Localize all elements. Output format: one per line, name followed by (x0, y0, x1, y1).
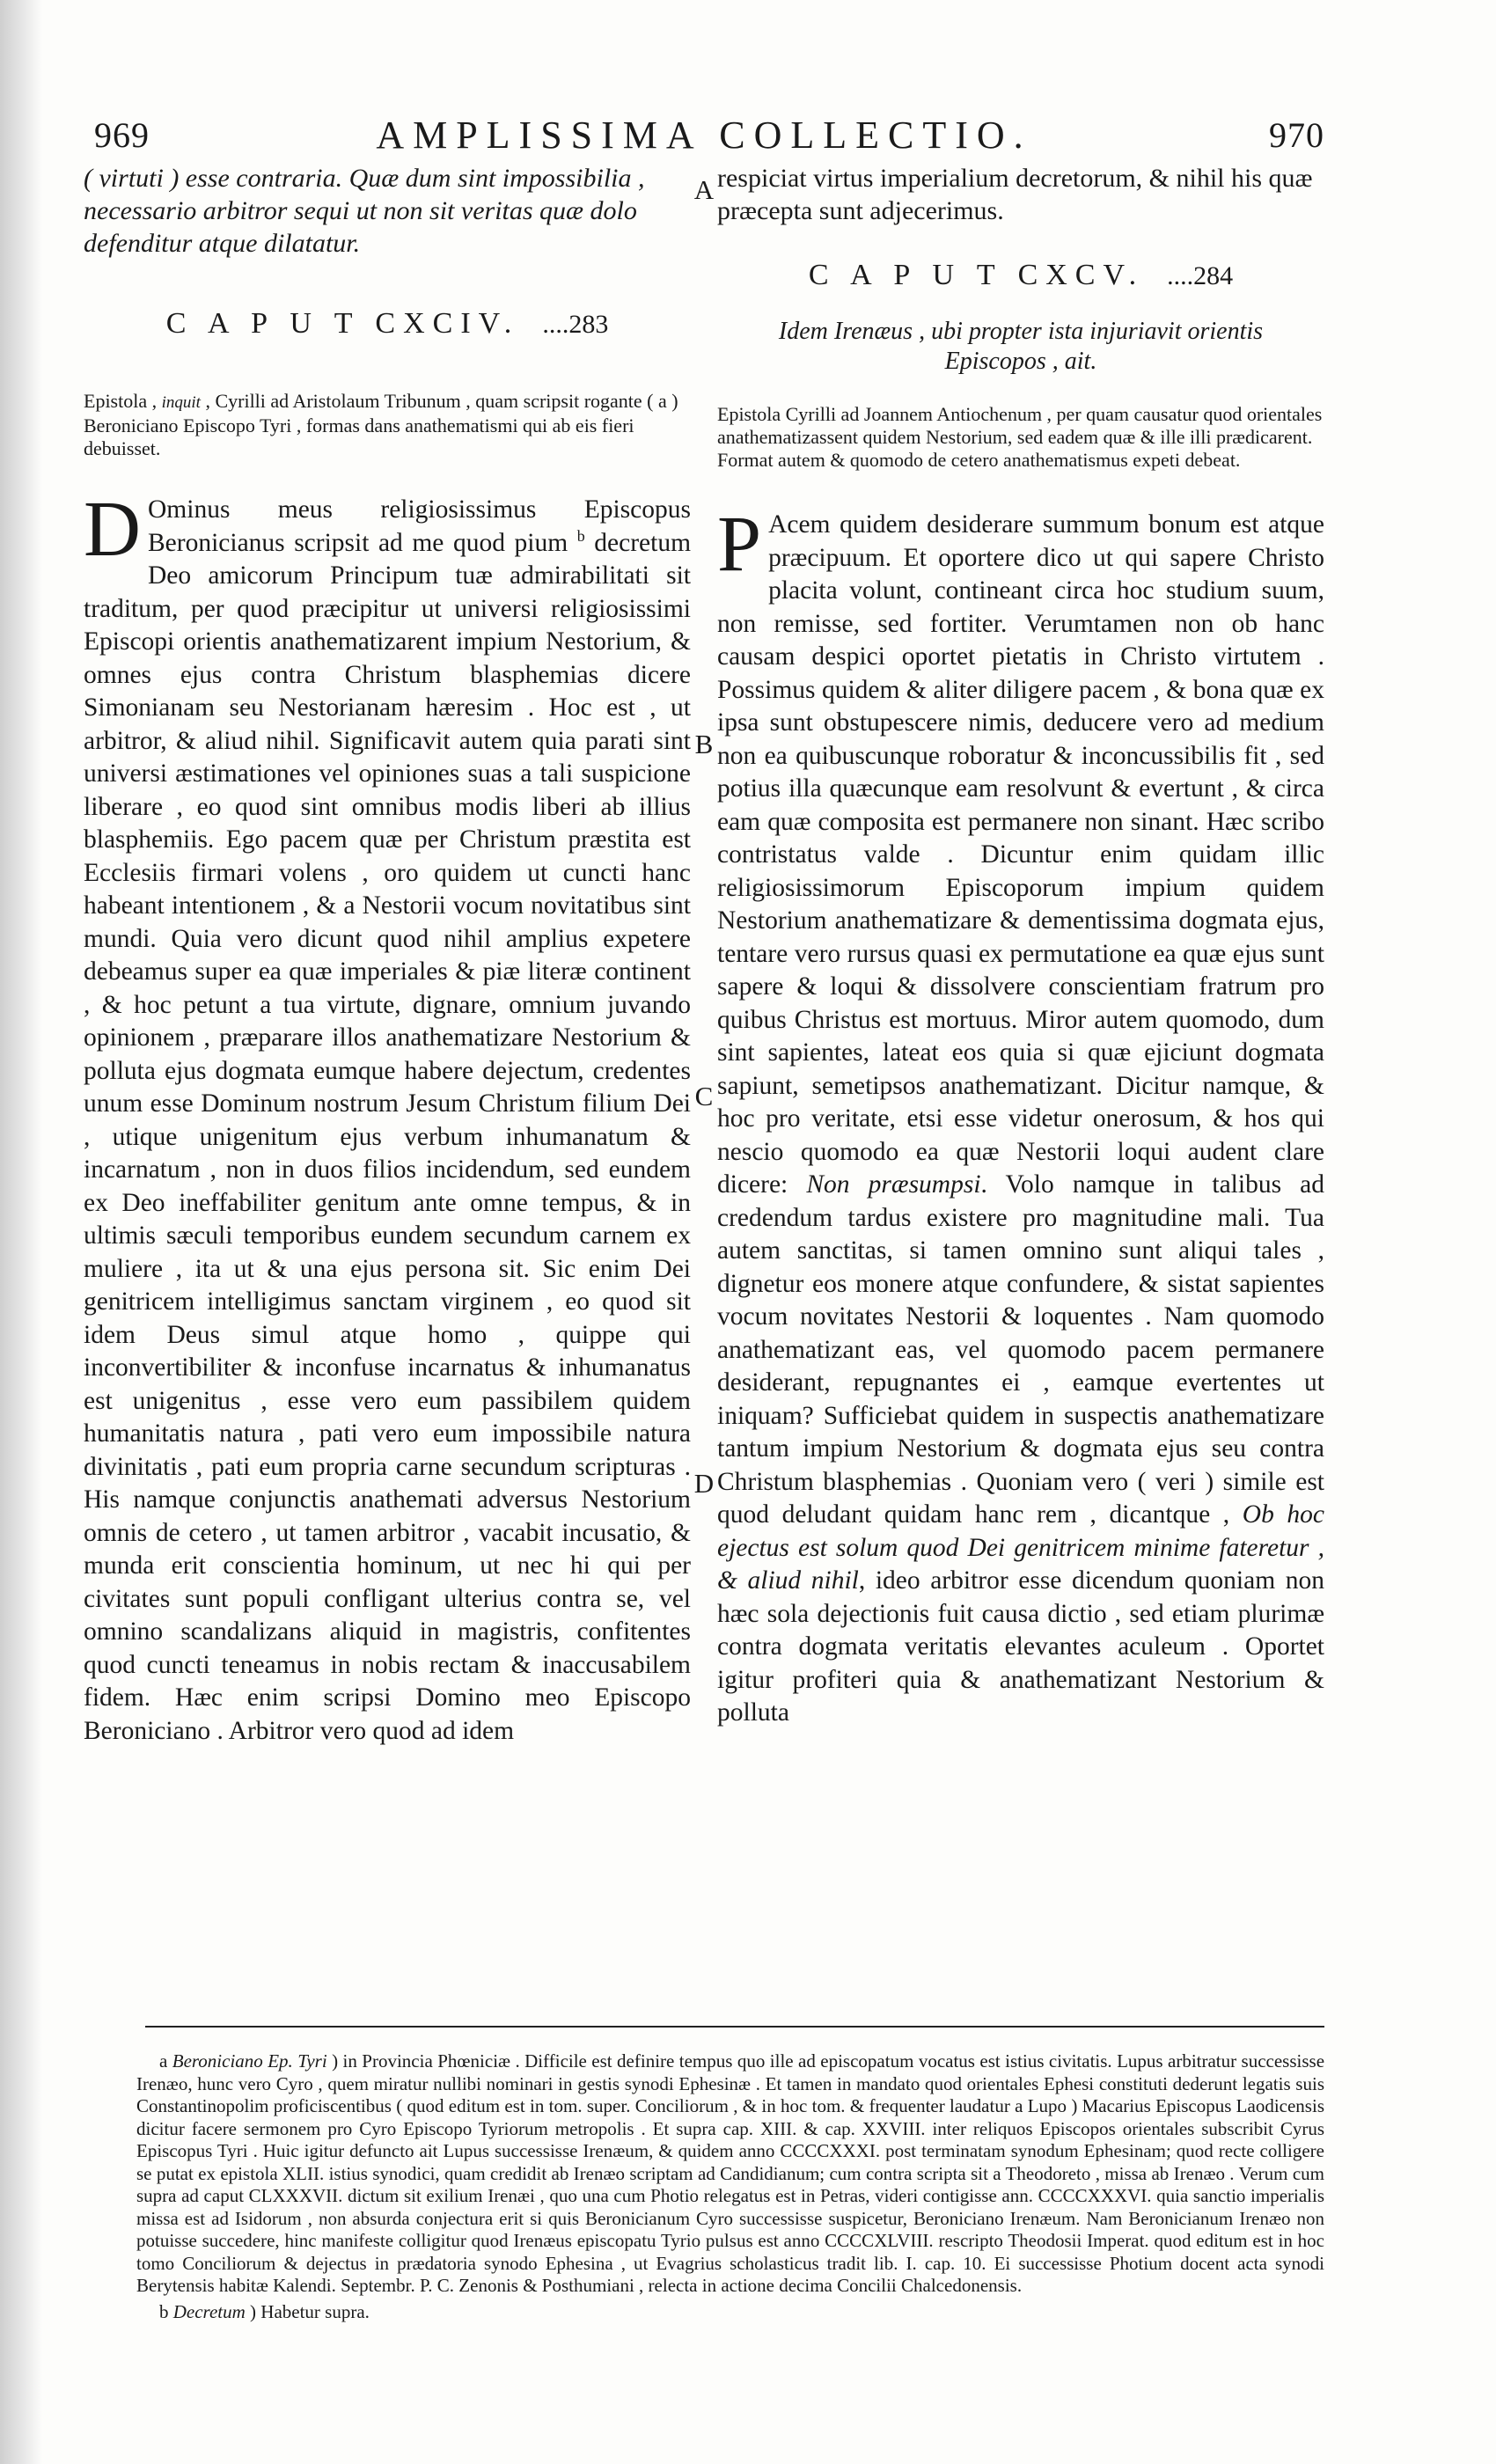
summary-text: , Cyrilli ad Aristolaum Tribunum , quam scripsit rogante ( a ) Beroniciano Episcopo Tyri , formas dans anathematismi qui ab eis fieri debuisset. (84, 390, 678, 459)
page-gutter-shadow (0, 0, 42, 2464)
left-intro-text: ( virtuti ) esse contraria. Quæ dum sint impossibilia , necessario arbitror sequi ut non sit veritas quæ dolo defenditur atque dilatatur. (84, 164, 645, 258)
margin-letter-a: A (693, 174, 715, 205)
footnote-lemma: Decretum (172, 2300, 246, 2322)
body-text: Acem quidem desiderare summum bonum est atque præcipuum. Et oportere dico ut qui sapere Christo placita volunt, contineant circa hoc studium suum, non remisse, sed fortiter. Verumtamen non ob hanc causam despici oportet pietatis in Christo virtutem . Possimus quidem & aliter diligere pacem , & bona quæ ex ipsa sunt obstupescere nimis, deducere vero ad medium non ea quibuscunque roboratur & inconcussibilis fit , sed potius illa quæcunque eam resolvunt & evertunt , & circa eam quæ composita est permanere non sinant. Hæc scribo contristatus valde . Dicuntur enim quidam illic religiosissimorum Episcoporum impium quidem Nestorium anathematizare & dementissima dogmata ejus, tentare vero rursus quasi ex permutatione ea quæ ejus sunt sapere & loqui & dissolvere conscientiam fratrum pro quibus Christus est mortuus. Miror autem quomodo, dum sint sapientes, lateat eos quia si quæ ejiciunt dogmata sapiunt, semetipsos anathematizant. Dicitur namque, & hoc pro veritate, etsi esse videtur onerosum, & hos qui nescio quomodo ea quæ Nestorii loqui audent clare dicere: (717, 510, 1324, 1199)
summary-text: Epistola , (84, 390, 158, 412)
chapter-body (84, 486, 692, 1748)
book-page (84, 106, 1324, 2394)
margin-letter-b: B (694, 729, 714, 759)
footnote-label: a (159, 2050, 168, 2072)
right-page-number: 970 (1269, 115, 1324, 155)
chapter-heading-cxciv (84, 307, 691, 341)
body-italic: Non præsumpsi (806, 1170, 981, 1199)
chapter-reference: ....284 (1167, 261, 1234, 290)
body-italic: Ob hoc ejectus est solum quod Dei genitricem minime fateretur , & aliud nihil (717, 1500, 1325, 1595)
drop-cap: D (84, 486, 141, 573)
left-page-number: 969 (94, 115, 150, 155)
footnote-lemma: Beroniciano Ep. Tyri (172, 2050, 327, 2072)
body-text: decretum Deo amicorum Principum tuæ admirabilitati sit traditum, per quod præcipitur ut universi religiosissimi Episcopi orientis anathematizarent impium Nestorium, & omnes ejus contra Christum blasphemias dicere Simonianam seu Nestorianam hæresim . Hoc est , ut arbitror, & aliud nihil. Significavit autem quia parati sint universi æstimationes vel opiniones suas a tali suspicione liberare , eo quod sint omnibus modis liberi ab illius blasphemiis. Ego pacem quæ per Christum præstita est Ecclesiis firmari volens , oro quidem ut cuncti hanc habeant intentionem , & a Nestorii vocum novitatibus sint mundi. Quia vero dicunt quod nihil amplius expetere debeamus super ea quæ imperiales & piæ literæ continent , & hoc petunt a tua virtute, dignare, omnium juvando opinionem , præparare illos anathematizare Nestorium & polluta ejus dogmata eumque habere dejectum, credentes unum esse Dominum nostrum Jesum Christum filium Dei , utique unigenitum ejus verbum inhumanatum & incarnatum , non in duos filios incidendum, sed eundem ex Deo ineffabiliter genitum ante omne tempus, & in ultimis sæculi temporibus eundem secundum carnem ex muliere , ita ut & una ejus persona sit. Sic enim Dei genitricem intelligimus sanctam virginem , eo quod sit idem Deus simul atque homo , quippe qui inconvertibiliter & inconfuse incarnatus & inhumanatus est unigenitus , esse vero eum passibilem quidem humanitatis natura , pati vero eum impossibile natura divinitatis , pati eum propria carne secundum scripturas . His namque conjunctis anathemati adversus Nestorium omnis de cetero , ut tamen arbitror , vacabit incusatio, & munda erit conscientia hominum, ut nec hi qui per civitates sunt populi confligant ulterius contra se, vel omnino scandalizans aliquid in magistris, confitentes quod cuncti teneamus in nobis rectam & inaccusabilem fidem. Hæc enim scripsi Domino meo Episcopo Beroniciano . Arbitror vero quod ad idem (84, 528, 692, 1745)
body-text: , ideo arbitror esse dicendum quoniam non hæc sola dejectionis fuit causa dictio , sed etiam plurimæ contra dogmata veritatis elevantes aculeum . Oportet igitur profiteri quia & anathematizant Nestorium & polluta (717, 1566, 1324, 1727)
footnote-divider (145, 2026, 1324, 2028)
running-header (84, 106, 1324, 167)
body-text: Ominus meus religiosissimus Episcopus Beronicianus scripsit ad me quod pium (148, 495, 691, 557)
chapter-reference: ....283 (542, 310, 609, 339)
chapter-heading-cxcv (717, 259, 1324, 292)
summary-italic: inquit (161, 393, 201, 412)
chapter-subtitle: Idem Irenæus , ubi propter ista injuriavit orientis Episcopos , ait. (778, 318, 1264, 375)
footnote-b (136, 2301, 1324, 2324)
right-column (717, 162, 1324, 1730)
footnote-text: ) in Provincia Phœniciæ . Difficile est definire tempus quo ille ad episcopatum vocatus est istius civitatis. Lupus arbitratur successisse Irenæo, hunc vero Cyro , quem miratur nullibi nominari in gestis synodi Ephesinæ . Et tamen in mandato quod orientales Ephesi constituti dederunt legatis suis Constantinopolim proficiscentibus ( quod editum est in tom. super. Conciliorum , & in hoc tom. & frequenter laudatur a Lupo ) Macarius Episcopus Laodicensis dicitur facere sermonem pro Cyro Episcopo Tyriorum metropolis . Et supra cap. XIII. & cap. XXVIII. inter reliquos Episcopos orientales subscribit Cyrus Episcopus Tyri . Huic igitur defuncto ait Lupus successisse Irenæum, & quidem anno CCCCXXXI. post terminatam synodum Ephesinam; quod recte colligere se putat ex epistola XLII. istius synodici, quam credidit ab Irenæo scriptam ad Candidianum; cum contra scripta sit a Theodoreto , missa ab Irenæo . Verum cum supra ad caput CLXXXVII. dictum sit exilium Irenæi , quo una cum Photio relegatus est in Petras, videri contigisse ann. CCCCXXXVI. quia sanctio imperialis missa est ad Isidorum , non absurda conjectura erit si quis Beronicianum Cyro successisse suspicetur, Beroniciano Irenæum. Nam Beronicianum Irenæo non potuisse succedere, hinc manifeste colligitur quod Irenæus episcopatu Tyrio pulsus est anno CCCCXLVIII. rescripto Theodosii Imperat. quod editum est in hoc tomo Conciliorum & dejectus in prædatoria synodo Ephesina , ut Evagrius scholasticus tradit lib. I. cap. 10. Ei successisse Photium docent acta synodi Berytensis habitæ Kalendi. Septembr. P. C. Zenonis & Posthumiani , relecta in actione decima Concilii Chalcedonensis. (136, 2050, 1325, 2296)
footnote-text: ) Habetur supra. (250, 2300, 370, 2322)
margin-letter-c: C (694, 1081, 714, 1111)
left-column (84, 162, 691, 1748)
drop-cap: P (717, 501, 762, 588)
right-intro-text: respiciat virtus imperialium decretorum, & nihil his quæ præcepta sunt adjecerimus. (717, 164, 1313, 225)
running-title: AMPLISSIMA COLLECTIO. (376, 114, 1032, 157)
chapter-summary: Epistola Cyrilli ad Joannem Antiochenum , per quam causatur quod orientales anathematizassent quidem Nestorium, sed eadem quæ & ille illi prædicarent. Format autem & quomodo de cetero anathematismus expeti debeat. (717, 403, 1323, 471)
chapter-summary (84, 390, 691, 460)
chapter-title: C A P U T CXCIV. (165, 307, 520, 340)
chapter-title: C A P U T CXCV. (808, 259, 1145, 291)
footnote-label: b (159, 2300, 169, 2322)
margin-letter-d: D (693, 1468, 715, 1499)
body-text: . Volo namque in talibus ad credendum tardus existere pro magnitudine mali. Tua autem sanctitas, si tamen omnino sunt aliqui tales , dignetur eos monere atque confundere, & sistat sapientes vocum novitates Nestorii & loquentes . Nam quomodo anathematizant eas, vel quomodo pacem permanere desiderant, repugnantes ei , eamque evertentes ut iniquam? Sufficiebat quidem in suspectis anathematizare tantum impium Nestorium & dogmata ejus seu contra Christum blasphemias . Quoniam vero ( veri ) simile est quod deludant quidam hanc rem , dicantque , (717, 1170, 1325, 1529)
chapter-body (717, 501, 1325, 1730)
footnote-a (136, 2050, 1324, 2298)
footnotes (136, 2050, 1324, 2327)
footnote-marker-b: b (576, 526, 585, 545)
